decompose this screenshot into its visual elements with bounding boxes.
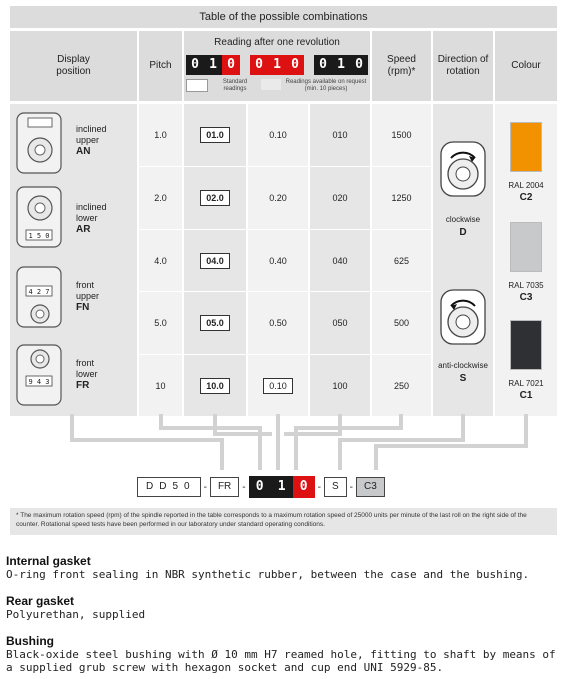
counter-digit: 0 bbox=[249, 476, 271, 498]
position-code: FR bbox=[76, 380, 90, 391]
header-direction bbox=[433, 31, 493, 101]
speed-cell: 1250 bbox=[391, 193, 412, 203]
counter-digit-red: 0 bbox=[286, 55, 304, 75]
section-title: Rear gasket bbox=[6, 594, 75, 608]
reading-3-cell: 020 bbox=[332, 193, 348, 203]
header-reading bbox=[184, 31, 370, 101]
colour-swatch bbox=[510, 122, 542, 172]
legend-standard-swatch bbox=[186, 79, 208, 92]
position-fr-label bbox=[76, 358, 98, 391]
order-code-reading bbox=[249, 476, 315, 498]
header-speed-label: Speed (rpm)* bbox=[387, 54, 416, 77]
section-text: Black-oxide steel bushing with Ø 10 mm H7 reamed hole, fitting to shaft by means of a supplied grub screw with hexagon socket and cup end UNI 5929-85. bbox=[6, 648, 556, 674]
anti-clockwise-bushing-icon bbox=[435, 284, 491, 350]
position-code: FN bbox=[76, 302, 90, 313]
prefix-char: D bbox=[159, 481, 173, 492]
reading-1-cell bbox=[184, 292, 246, 354]
connector-lines bbox=[0, 414, 569, 474]
counter-digit: 1 bbox=[332, 55, 350, 75]
section-text: O-ring front sealing in NBR synthetic rubber, between the case and the bushing. bbox=[6, 568, 530, 581]
colour-code: C1 bbox=[519, 390, 533, 401]
header-display-position-label: Display position bbox=[56, 54, 91, 77]
device-inclined-lower-icon bbox=[14, 184, 64, 250]
colour-option-c2 bbox=[495, 118, 557, 210]
speed-cell: 250 bbox=[393, 380, 410, 391]
colour-option-c3 bbox=[495, 218, 557, 310]
counter-digit-red: 0 bbox=[293, 476, 315, 498]
reading-standard-value: 10.0 bbox=[200, 378, 230, 394]
device-fr-counter: 9 4 3 bbox=[28, 378, 50, 386]
position-fn-label bbox=[76, 280, 99, 313]
order-code-colour: C3 bbox=[356, 477, 385, 497]
colour-ral: RAL 7035 bbox=[508, 281, 544, 290]
order-code-prefix bbox=[137, 477, 201, 497]
direction-label: anti-clockwise bbox=[438, 361, 488, 370]
reading-2-cell: 0.20 bbox=[269, 193, 287, 203]
reading-standard-value: 04.0 bbox=[200, 253, 230, 269]
reading-2-cell: 0.50 bbox=[269, 318, 287, 328]
colour-ral: RAL 7021 bbox=[508, 379, 544, 388]
reading-standard-value: 02.0 bbox=[200, 190, 230, 206]
footnote: * The maximum rotation speed (rpm) of the spindle reported in the table corresponds to a maximum rotation speed of 25000 units per minute of the last roll on the right side of the counter. Rotational speed tests have been performed in our laboratory under standard operating conditions. bbox=[10, 508, 557, 535]
order-code-position: FR bbox=[210, 477, 239, 497]
position-an-label bbox=[76, 124, 107, 157]
position-an bbox=[14, 110, 134, 180]
section-title: Internal gasket bbox=[6, 554, 91, 568]
legend-request-swatch bbox=[261, 79, 281, 90]
pitch-cell: 1.0 bbox=[154, 130, 167, 140]
code-separator: - bbox=[317, 481, 321, 493]
position-fr bbox=[14, 342, 134, 412]
reading-2-cell: 0.10 bbox=[269, 130, 287, 140]
reading-standard-value: 05.0 bbox=[200, 315, 230, 331]
reading-2-cell: 0.40 bbox=[269, 255, 287, 266]
counter-digit-red: 1 bbox=[268, 55, 286, 75]
section-internal-gasket bbox=[6, 554, 562, 581]
header-pitch: Pitch bbox=[139, 31, 182, 101]
header-direction-label: Direction of rotation bbox=[437, 54, 489, 77]
position-label-line: inclined bbox=[76, 202, 107, 212]
position-code: AR bbox=[76, 224, 91, 235]
reading-1-cell bbox=[184, 167, 246, 229]
device-front-lower-icon bbox=[14, 342, 64, 408]
position-label-line: upper bbox=[76, 291, 100, 301]
section-title: Bushing bbox=[6, 634, 54, 648]
device-front-upper-icon bbox=[14, 264, 64, 330]
device-fn-counter: 4 2 7 bbox=[28, 288, 50, 296]
legend-standard-label: Standard readings bbox=[222, 79, 248, 92]
legend-standard bbox=[186, 79, 261, 93]
code-separator: - bbox=[349, 481, 353, 493]
legend-request-label: Readings available on request (min. 10 pieces) bbox=[285, 79, 367, 92]
direction-anti-clockwise bbox=[435, 284, 491, 394]
header-display-position bbox=[10, 31, 137, 101]
header-reading-label: Reading after one revolution bbox=[214, 37, 340, 48]
order-code-direction: S bbox=[324, 477, 347, 497]
pitch-cell: 2.0 bbox=[154, 193, 167, 203]
position-label-line: front bbox=[76, 280, 95, 290]
colour-option-c1 bbox=[495, 316, 557, 408]
counter-digit-red: 0 bbox=[222, 55, 240, 75]
position-label-line: lower bbox=[76, 213, 98, 223]
speed-cell: 625 bbox=[393, 255, 410, 266]
position-ar bbox=[14, 184, 134, 254]
legend-request bbox=[261, 79, 368, 93]
code-separator: - bbox=[203, 481, 207, 493]
pitch-cell: 10 bbox=[155, 380, 166, 391]
section-bushing bbox=[6, 634, 564, 674]
reading-standard-value: 0.10 bbox=[263, 378, 293, 394]
counter-digit-red: 0 bbox=[250, 55, 268, 75]
reading-3-cell: 010 bbox=[332, 130, 348, 140]
position-code: AN bbox=[76, 146, 91, 157]
counter-digit: 0 bbox=[350, 55, 368, 75]
reading-3-cell: 040 bbox=[332, 255, 348, 266]
device-inclined-upper-icon bbox=[14, 110, 64, 176]
speed-cell: 500 bbox=[393, 318, 410, 328]
position-label-line: inclined bbox=[76, 124, 107, 134]
reading-1-cell bbox=[184, 104, 246, 166]
colour-swatch bbox=[510, 320, 542, 370]
counter-digit: 1 bbox=[271, 476, 293, 498]
colour-code: C2 bbox=[519, 192, 533, 203]
counter-sample-3 bbox=[314, 55, 368, 75]
direction-code: S bbox=[459, 373, 467, 384]
prefix-char: D bbox=[146, 481, 160, 492]
position-ar-label bbox=[76, 202, 107, 235]
reading-3-cell: 050 bbox=[332, 318, 348, 328]
table-title: Table of the possible combinations bbox=[10, 6, 557, 28]
speed-cell: 1500 bbox=[391, 130, 412, 140]
code-separator: - bbox=[242, 481, 246, 493]
counter-digit: 0 bbox=[314, 55, 332, 75]
pitch-cell: 4.0 bbox=[154, 255, 167, 266]
reading-legend bbox=[184, 79, 370, 93]
reading-1-cell bbox=[184, 230, 246, 291]
colour-swatch bbox=[510, 222, 542, 272]
position-fn bbox=[14, 264, 134, 334]
direction-label: clockwise bbox=[445, 215, 481, 224]
reading-1-cell bbox=[184, 355, 246, 416]
counter-samples bbox=[184, 55, 370, 75]
counter-sample-2 bbox=[250, 55, 304, 75]
reading-3-cell: 100 bbox=[332, 380, 348, 391]
reading-2-cell bbox=[248, 355, 308, 416]
header-speed bbox=[372, 31, 431, 101]
direction-clockwise bbox=[435, 136, 491, 246]
counter-sample-1 bbox=[186, 55, 240, 75]
prefix-char: 5 bbox=[172, 481, 185, 492]
counter-digit: 1 bbox=[204, 55, 222, 75]
clockwise-bushing-icon bbox=[435, 136, 491, 202]
position-label-line: front bbox=[76, 358, 95, 368]
direction-code: D bbox=[459, 227, 467, 238]
position-label-line: upper bbox=[76, 135, 100, 145]
colour-code: C3 bbox=[519, 292, 533, 303]
order-code bbox=[137, 475, 385, 499]
header-colour: Colour bbox=[495, 31, 557, 101]
position-label-line: lower bbox=[76, 369, 98, 379]
colour-ral: RAL 2004 bbox=[508, 181, 544, 190]
pitch-cell: 5.0 bbox=[154, 318, 167, 328]
section-rear-gasket bbox=[6, 594, 562, 621]
reading-standard-value: 01.0 bbox=[200, 127, 230, 143]
counter-digit: 0 bbox=[186, 55, 204, 75]
prefix-char: 0 bbox=[184, 481, 196, 492]
device-ar-counter: 1 5 0 bbox=[28, 232, 50, 240]
section-text: Polyurethan, supplied bbox=[6, 608, 146, 621]
